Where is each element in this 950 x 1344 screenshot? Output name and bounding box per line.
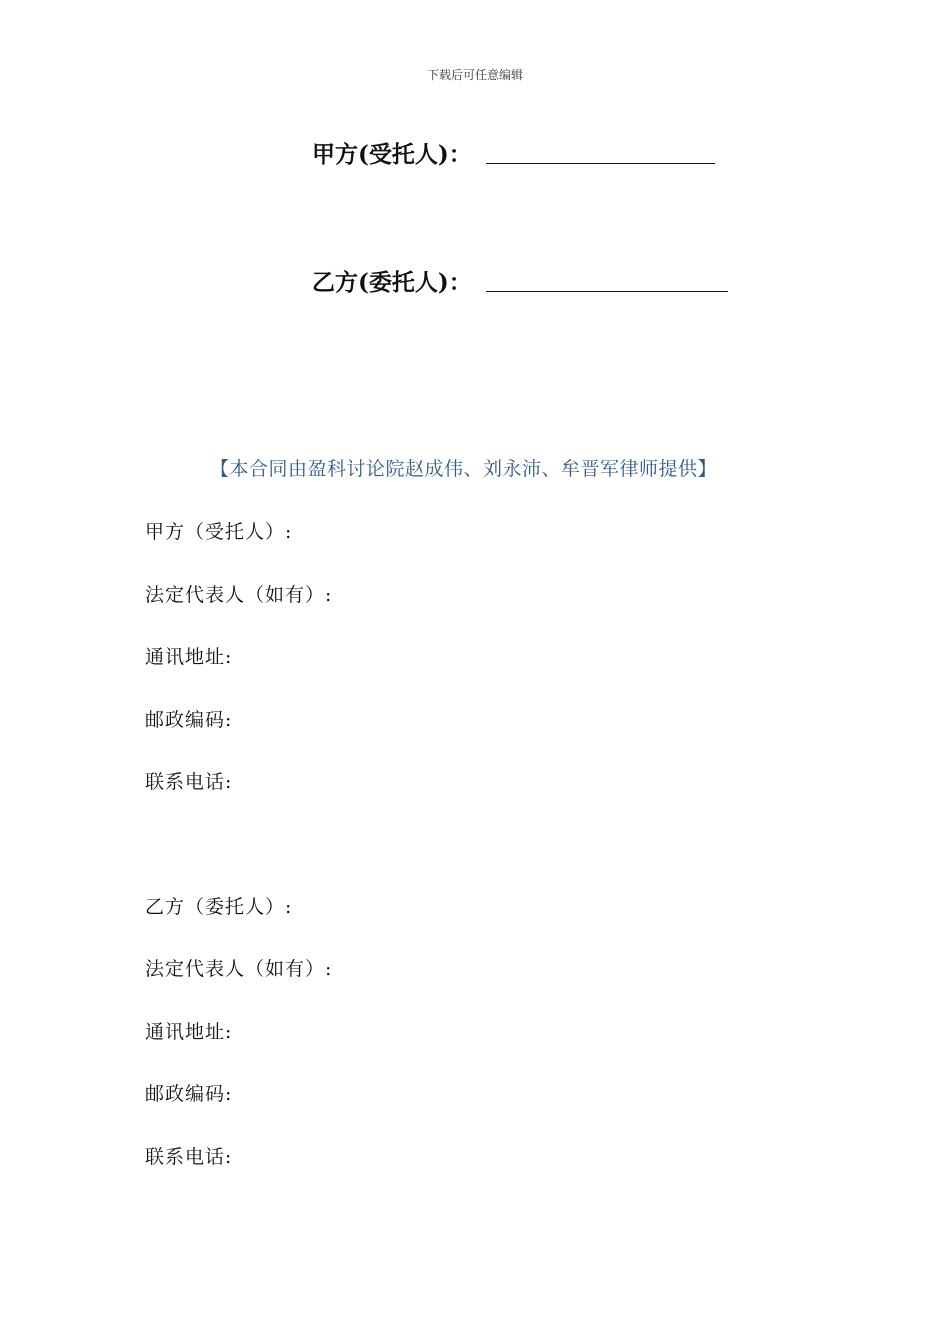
party-a-title: 甲方（受托人）: (145, 521, 293, 543)
party-b-signature-line (312, 264, 728, 298)
party-b-signature-label: 乙方(委托人)： (312, 269, 472, 296)
page-header: 下载后可任意编辑 (426, 68, 523, 82)
party-a-address: 通讯地址: (145, 646, 233, 668)
party-a-signature-label: 甲方(受托人)： (312, 141, 472, 168)
party-b-title: 乙方（委托人）: (145, 896, 293, 918)
provider-note: 【本合同由盈科讨论院赵成伟、刘永沛、牟晋军律师提供】 (210, 458, 718, 480)
party-a-signature-line (312, 136, 715, 170)
party-b-signature-blank (486, 265, 728, 292)
party-b-postal-code: 邮政编码: (145, 1083, 233, 1105)
party-b-address: 通讯地址: (145, 1021, 233, 1043)
party-a-postal-code: 邮政编码: (145, 709, 233, 731)
party-b-legal-rep: 法定代表人（如有）: (145, 958, 333, 980)
party-a-phone: 联系电话: (145, 771, 233, 793)
party-b-phone: 联系电话: (145, 1146, 233, 1168)
party-a-signature-blank (486, 137, 715, 164)
party-a-legal-rep: 法定代表人（如有）: (145, 584, 333, 606)
